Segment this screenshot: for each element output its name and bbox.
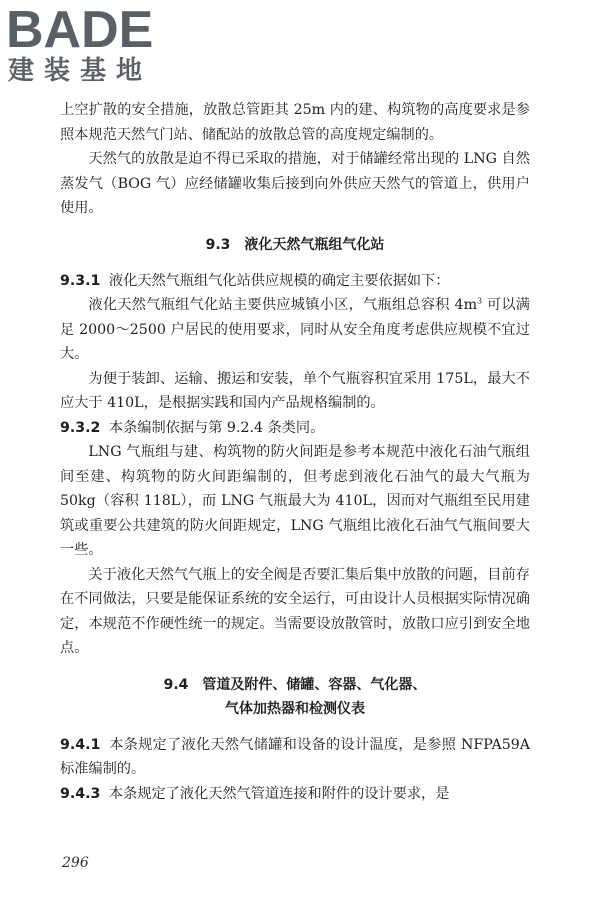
section-title-9-4 bbox=[60, 673, 530, 721]
section-title-9-3: 9.3 液化天然气瓶组气化站 bbox=[205, 236, 385, 253]
clause-9-3-1 bbox=[60, 269, 530, 294]
logo-subtitle: 建装基地 bbox=[8, 56, 153, 86]
clause-text: 本条规定了液化天然气管道连接和附件的设计要求，是 bbox=[108, 785, 450, 802]
paragraph-supply-scale bbox=[60, 293, 530, 367]
clause-number: 9.3.2 bbox=[60, 419, 101, 436]
page-body bbox=[60, 98, 530, 806]
logo bbox=[6, 1, 206, 94]
clause-number: 9.3.1 bbox=[60, 272, 101, 289]
logo-wordmark: BADE bbox=[6, 1, 154, 59]
paragraph-bog: 天然气的放散是迫不得已采取的措施，对于储罐经常出现的 LNG 自然蒸发气（BOG 气）应经储罐收集后接到向外供应天然气的管道上，供用户使用。 bbox=[60, 151, 530, 216]
paragraph-safety-valve: 关于液化天然气气瓶上的安全阀是否要汇集后集中放散的问题，目前存在不同做法，只要是能保证系统的安全运行，可由设计人员根据实际情况确定，本规范不作硬性统一的规定。当需要设放散管时，放散口应引到安全地点。 bbox=[60, 566, 530, 656]
clause-9-3-2 bbox=[60, 416, 530, 441]
page-number: 296 bbox=[62, 855, 89, 871]
superscript: 3 bbox=[477, 296, 483, 306]
text-run: 可以满足 2000～2500 户居民的使用要求，同时从安全角度考虑供应规模不宜过大。 bbox=[60, 297, 530, 362]
clause-number: 9.4.3 bbox=[60, 785, 101, 802]
paragraph-continued: 上空扩散的安全措施，放散总管距其 25m 内的建、构筑物的高度要求是参照本规范天然气门站、储配站的放散总管的高度规定编制的。 bbox=[60, 102, 530, 143]
clause-text: 本条规定了液化天然气储罐和设备的设计温度，是参照 NFPA59A 标准编制的。 bbox=[60, 736, 530, 777]
section-title-line: 气体加热器和检测仪表 bbox=[225, 700, 365, 717]
text-run: 液化天然气瓶组气化站主要供应城镇小区，气瓶组总容积 4m bbox=[88, 297, 478, 313]
paragraph-fire-distance: LNG 气瓶组与建、构筑物的防火间距是参考本规范中液化石油气瓶组间至建、构筑物的防火间距编制的，但考虑到液化石油气的最大气瓶为 50kg（容积 118L），而 LNG 气瓶最大为 410L，因而对气瓶组至民用建筑或重要公共建筑的防火间距规定，LNG 气瓶组比液化石油气气瓶间要大一些。 bbox=[60, 444, 530, 558]
clause-9-4-1 bbox=[60, 733, 530, 782]
clause-9-4-3 bbox=[60, 782, 530, 807]
paragraph-cylinder-volume: 为便于装卸、运输、搬运和安装，单个气瓶容积宜采用 175L，最大不应大于 410L，是根据实践和国内产品规格编制的。 bbox=[60, 370, 530, 411]
section-title-line: 9.4 管道及附件、储罐、容器、气化器、 bbox=[163, 676, 427, 693]
clause-text: 液化天然气瓶组气化站供应规模的确定主要依据如下： bbox=[108, 272, 450, 289]
clause-number: 9.4.1 bbox=[60, 736, 101, 753]
clause-text: 本条编制依据与第 9.2.4 条类同。 bbox=[108, 419, 325, 436]
